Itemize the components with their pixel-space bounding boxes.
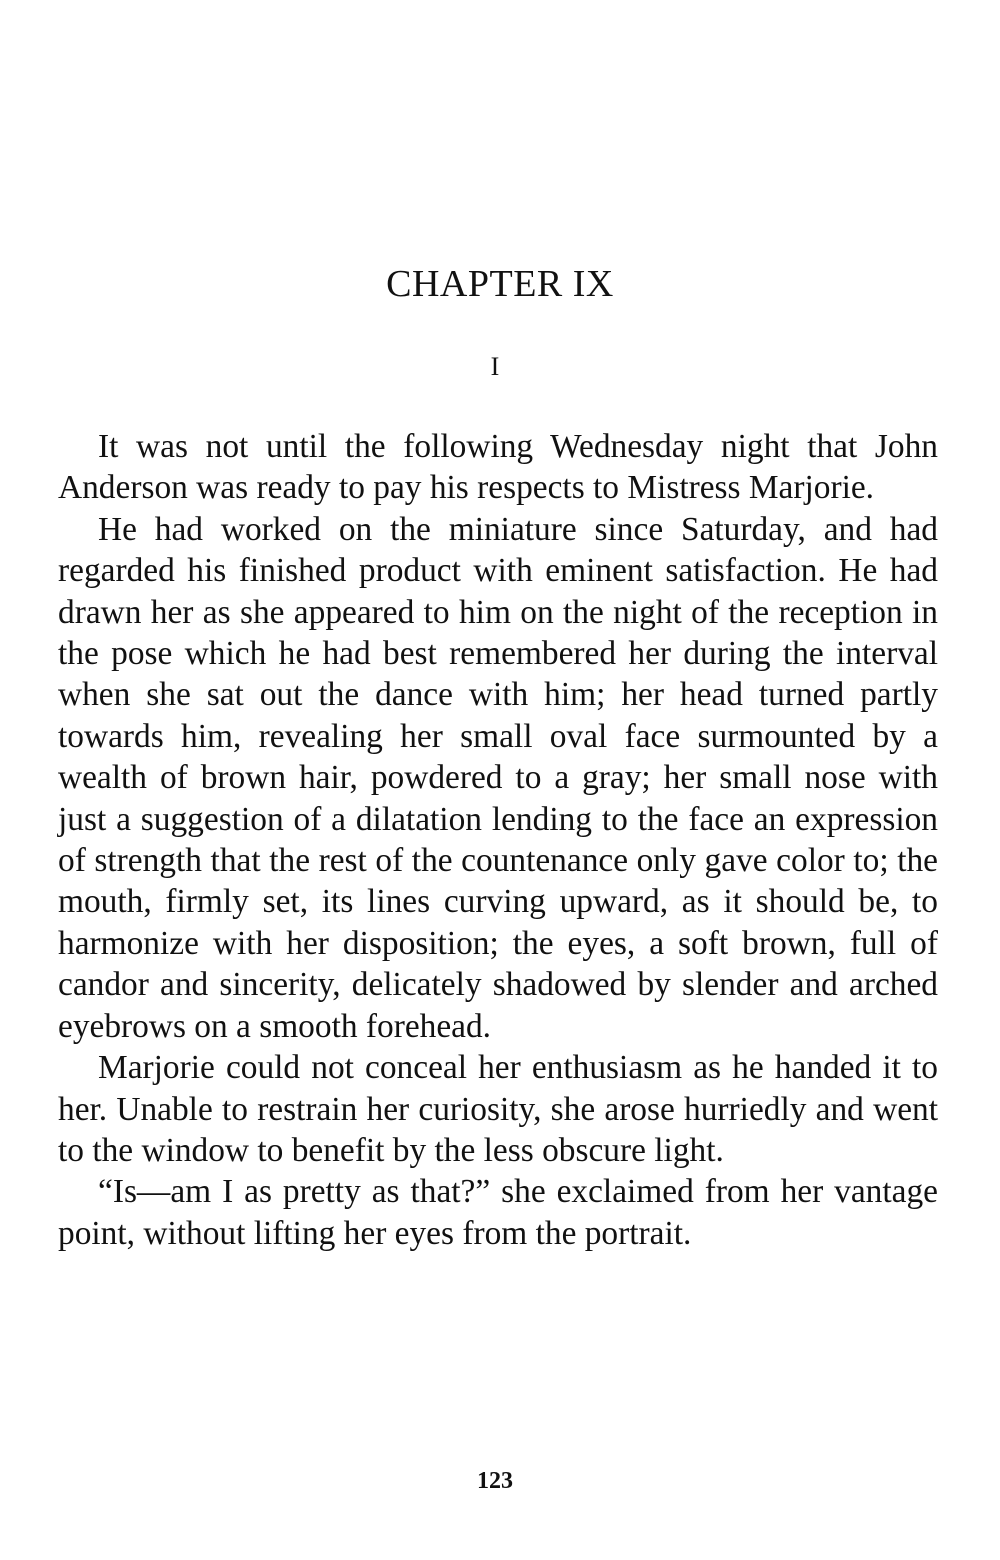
paragraph-2: He had worked on the miniature since Saturday, and had regarded his finished product with eminent satisfaction. He had drawn her as she appeared to him on the night of the reception in the pose which he had best remembered her during the interval when she sat out the dance with him; her head turned partly towards him, revealing her small oval face surmounted by a wealth of brown hair, powdered to a gray; her small nose with just a suggestion of a dilatation lending to the face an expression of strength that the rest of the countenance only gave color to; the mouth, firmly set, its lines curving upward, as it should be, to harmonize with her disposition; the eyes, a soft brown, full of candor and sincerity, delicately shadowed by slender and arched eyebrows on a smooth forehead. [58, 510, 938, 1045]
section-number: I [490, 352, 500, 381]
body-text [58, 426, 938, 1254]
paragraph-1: It was not until the following Wednesday night that John Anderson was ready to pay his respects to Mistress Marjorie. [58, 428, 938, 507]
chapter-title: CHAPTER IX [386, 263, 614, 305]
page-number: 123 [477, 1468, 513, 1494]
paragraph-4: “Is—am I as pretty as that?” she exclaimed from her vantage point, without lifting her eyes from the portrait. [58, 1173, 938, 1252]
paragraph-3: Marjorie could not conceal her enthusiasm as he handed it to her. Unable to restrain her curiosity, she arose hurriedly and went to the window to benefit by the less obscure light. [58, 1049, 938, 1169]
